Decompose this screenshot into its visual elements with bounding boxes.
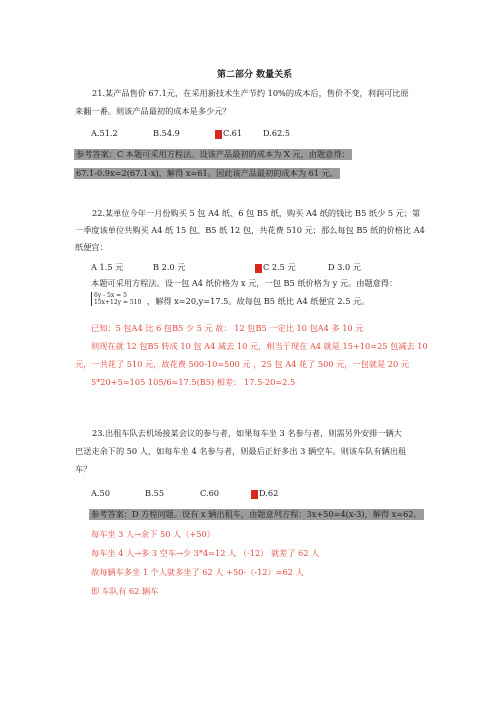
answer-marker — [255, 264, 262, 273]
q21-option-a: A.51.2 — [91, 128, 118, 138]
q22-equation-2: 15x+12y = 510 — [94, 299, 142, 306]
q21-answer-line1: 参考答案：C 本题可采用方程法。设该产品最初的成本为 X 元，由题意得： — [76, 149, 350, 159]
q23-option-a: A.50 — [91, 488, 110, 498]
q21-stem-line2: 来翻一番。则该产品最初的成本是多少元？ — [75, 106, 231, 116]
q22-note-line2: 则现在就 12 包B5 转成 10 包 A4 减去 10 元，相当于现在 A4 就是 15+10=25 包减去 10 — [91, 341, 428, 351]
q22-stem-line3: 纸便宜： — [75, 242, 108, 252]
q22-equation-1: 6y - 5x = 5 — [94, 292, 127, 299]
q22-stem-line1: 22.某单位今年一月份购买 5 包 A4 纸、6 包 B5 纸，购买 A4 纸的钱比 B5 纸少 5 元；第 — [92, 208, 421, 218]
answer-marker — [215, 130, 222, 139]
q23-stem-line3: 车？ — [75, 464, 92, 474]
q23-option-b: B.55 — [145, 488, 165, 498]
q22-equation-system — [91, 292, 141, 306]
q22-note-line1: 已知：5 包A4 比 6 包B5 少 5 元 故： 12 包B5 一定比 10 包A4 多 10 元 — [91, 323, 364, 333]
q21-option-d: D.62.5 — [263, 128, 291, 138]
q23-option-d: D.62 — [251, 488, 278, 499]
section-title: 第二部分 数量关系 — [217, 70, 293, 80]
q23-note-line4: 即 车队有 62 辆车 — [91, 586, 159, 596]
q23-stem-line2: 巴送走余下的 50 人，如每车坐 4 名参与者，则最后正好多出 3 辆空车。则该车队有辆出租 — [75, 446, 407, 456]
q21-answer-line2: 67.1-0.9x=2(67.1-x)，解得 x=61。因此该产品最初的成本为 61 元。 — [76, 168, 339, 178]
q22-option-a: A 1.5 元 — [91, 262, 124, 272]
q22-note-line3: 元，一共花了 510 元，故花费 500-10=500 元 ，25 包 A4 花了 500 元，一包就是 20 元 — [75, 359, 410, 369]
q23-note-line3: 故每辆车多坐 1 个人就多坐了 62 人 +50-（-12）=62 人 — [91, 567, 304, 577]
q23-note-line2: 每车坐 4 人→多 3 空车→少 3*4=12 人 （-12） 就差了 62 人 — [91, 548, 320, 558]
q21-option-c: C.61 — [215, 128, 242, 139]
q21-option-b: B.54.9 — [153, 128, 180, 138]
q22-option-c: C 2.5 元 — [255, 262, 296, 273]
q22-stem-line2: 一季度该单位共购买 A4 纸 15 包、B5 纸 12 包，共花费 510 元；那么每包 B5 纸的价格比 A4 — [75, 225, 425, 235]
q21-stem-line1: 21.某产品售价 67.1元，在采用新技术生产节约 10%的成本后，售价不变，利润可比原 — [92, 88, 409, 98]
q23-note-line1: 每车坐 3 人→余下 50 人（+50） — [91, 529, 215, 539]
q22-answer-line1: 本题可采用方程法。设一包 A4 纸价格为 x 元，一包 B5 纸价格为 y 元。由题意得： — [91, 278, 398, 288]
q22-option-b: B 2.0 元 — [153, 262, 186, 272]
q23-answer-line1: 参考答案：D 方程问题。设有 x 辆出租车，由题意列方程：3x+50=4(x-3)，解得 x=62。 — [91, 509, 422, 519]
q23-stem-line1: 23.出租车队去机场接某会议的参与者，如果每车坐 3 名参与者，则需另外安排一辆大 — [92, 428, 402, 438]
answer-marker — [251, 490, 258, 499]
q22-note-line4: 5*20+5=105 105/6=17.5(B5) 相差： 17.5-20=2.5 — [91, 377, 296, 387]
q22-option-d: D 3.0 元 — [328, 262, 361, 272]
q23-option-c: C.60 — [200, 488, 219, 498]
q22-answer-line2: ，解得 x=20,y=17.5。故每包 B5 纸比 A4 纸便宜 2.5 元。 — [147, 296, 370, 306]
